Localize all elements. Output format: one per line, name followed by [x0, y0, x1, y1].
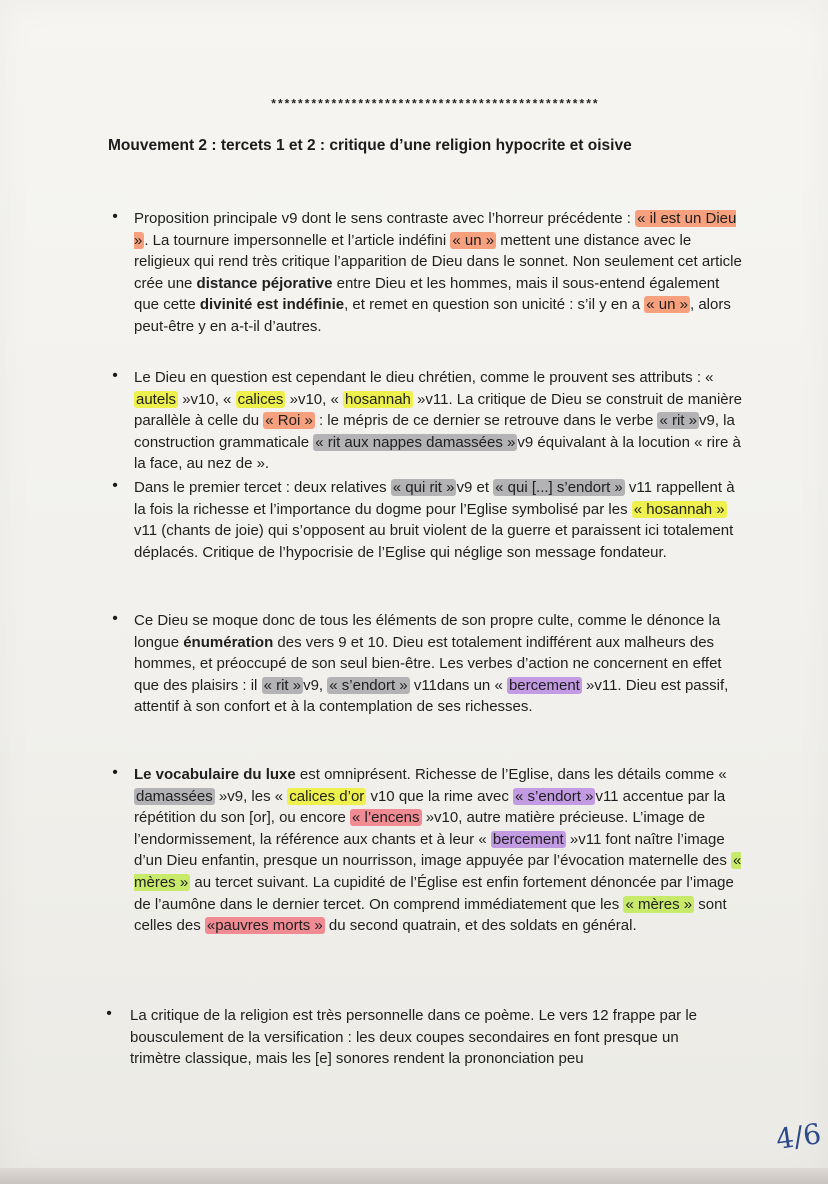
highlight-orange: « un » — [452, 231, 495, 249]
bold-term: divinité est indéfinie — [199, 296, 345, 314]
paragraph-6 — [130, 1005, 730, 1070]
text-run: »v11. La critique de Dieu se construit de manière parallèle à celle du — [134, 390, 742, 430]
text-run: La critique de la religion est très personnelle dans ce poème. Le vers 12 frappe par le bousculement de la versification : les deux coupes secondaires en font presque un trimètre classique, mais les [e] sonores rendent la prononciation peu — [130, 1007, 698, 1068]
text-run: v9 et — [456, 479, 494, 496]
text-run: . La tournure impersonnelle et l’article indéfini — [144, 231, 451, 249]
highlight-pink: « l’encens — [351, 809, 420, 827]
bold-term: distance péjorative — [196, 274, 333, 292]
bullet-icon: • — [112, 764, 118, 781]
highlight-gray: « qui rit » — [392, 479, 455, 496]
highlight-gray: « s’endort » — [329, 676, 408, 694]
highlight-gray: « rit » — [659, 412, 697, 430]
highlight-gray: damassées — [136, 787, 213, 805]
text-run: v9, — [303, 676, 328, 694]
text-run: v11 rappellent à la fois la richesse et l’importance du dogme pour l’Eglise symbolisé par les — [134, 479, 735, 518]
highlight-yellow: calices — [237, 390, 284, 408]
bullet-icon: • — [106, 1005, 112, 1022]
highlight-lime: « mères » — [134, 852, 742, 891]
text-run: Le Dieu en question est cependant le dieu chrétien, comme le prouvent ses attributs : « — [134, 369, 714, 386]
text-run: Proposition principale v9 dont le sens contraste avec l’horreur précédente : — [134, 210, 636, 227]
highlight-violet: bercement — [492, 830, 564, 848]
text-run: »v10, autre matière précieuse. L’image de l’endormissement, la référence aux chants et à leur « — [134, 809, 706, 848]
paragraph-3 — [134, 477, 744, 563]
paper-bottom-edge — [0, 1168, 828, 1184]
bold-term: énumération — [183, 633, 274, 651]
text-run: v11 (chants de joie) qui s’opposent au bruit violent de la guerre et paraissent ici totalement déplacés. Critique de l’hypocrisie de l’Eglise qui néglige son message fondateur. — [134, 522, 734, 561]
highlight-yellow: hosannah — [344, 390, 411, 408]
text-run: du second quatrain, et des soldats en général. — [324, 917, 637, 935]
text-run: entre Dieu et les hommes, mais il sous-entend également que cette — [134, 274, 720, 314]
highlight-pink: «pauvres morts » — [206, 917, 323, 935]
text-run: v10 que la rime avec — [366, 787, 514, 805]
highlight-gray: « rit » — [263, 676, 302, 694]
paragraph-2 — [134, 367, 744, 475]
highlight-orange: « Roi » — [265, 412, 313, 430]
highlight-yellow: calices d’or — [289, 787, 365, 805]
text-run: au tercet suivant. La cupidité de l’Église est enfin fortement dénoncée par l’image de l’aumône dans le dernier tercet. On comprend immédiatement que les — [134, 873, 734, 913]
text-run: »v9, les « — [214, 787, 288, 805]
page-number: 4/6 — [773, 1117, 824, 1156]
bullet-icon: • — [112, 208, 118, 225]
highlight-yellow: « hosannah » — [633, 500, 725, 518]
text-run: »v10, « — [178, 390, 236, 408]
text-run: v9 équivalant à la locution « rire à la face, au nez de ». — [134, 433, 741, 473]
text-run: : le mépris de ce dernier se retrouve dans le verbe — [314, 412, 658, 430]
text-run: , et remet en question son unicité : s’il y en a — [344, 296, 645, 314]
paragraph-5 — [134, 764, 744, 937]
highlight-violet: « s’endort » — [515, 787, 594, 805]
text-run: v11dans un « — [409, 676, 507, 694]
text-run: »v10, « — [285, 390, 343, 408]
text-run: est omniprésent. Richesse de l’Eglise, dans les détails comme « — [295, 766, 727, 783]
bullet-icon: • — [112, 367, 118, 384]
highlight-gray: « qui [...] s’endort » — [495, 479, 623, 496]
paragraph-1 — [134, 208, 744, 338]
section-heading: Mouvement 2 : tercets 1 et 2 : critique d’une religion hypocrite et oisive — [108, 137, 632, 154]
text-run: , alors peut-être y en a-t-il d’autres. — [134, 296, 731, 335]
highlight-orange: « un » — [646, 296, 688, 314]
text-run: mettent une distance avec le religieux qui rend très critique l’apparition de Dieu dans le sonnet. Non seulement cet article crée une — [134, 231, 742, 292]
text-run: des vers 9 et 10. Dieu est totalement indifférent aux malheurs des hommes, et préoccupé de son seul bien-être. Les verbes d’action ne concernent en effet que des plaisirs : il — [134, 633, 722, 694]
highlight-yellow: autels — [136, 390, 177, 408]
text-run: »v11 font naître l’image d’un Dieu enfantin, presque un nourrisson, image appuyée par l’évocation maternelle des — [134, 830, 732, 870]
text-run: sont celles des — [134, 895, 727, 935]
bullet-icon: • — [112, 610, 118, 627]
text-run: v11 accentue par la répétition du son [or], ou encore — [134, 787, 726, 827]
highlight-orange: « il est un Dieu » — [134, 210, 737, 249]
text-run: v9, la construction grammaticale — [134, 412, 735, 451]
text-run: Dans le premier tercet : deux relatives — [134, 479, 391, 496]
highlight-violet: bercement — [508, 676, 580, 694]
separator-line: ************************************************* — [270, 98, 599, 112]
highlight-gray: « rit aux nappes damassées » — [315, 433, 516, 451]
highlight-lime: « mères » — [625, 895, 693, 913]
bullet-icon: • — [112, 477, 118, 494]
text-run: »v11. Dieu est passif, attentif à son confort et à la contemplation de ses richesses. — [134, 676, 729, 716]
paragraph-4 — [134, 610, 744, 718]
text-run: Ce Dieu se moque donc de tous les éléments de son propre culte, comme le dénonce la longue — [134, 612, 721, 651]
bold-term: Le vocabulaire du luxe — [134, 766, 296, 783]
